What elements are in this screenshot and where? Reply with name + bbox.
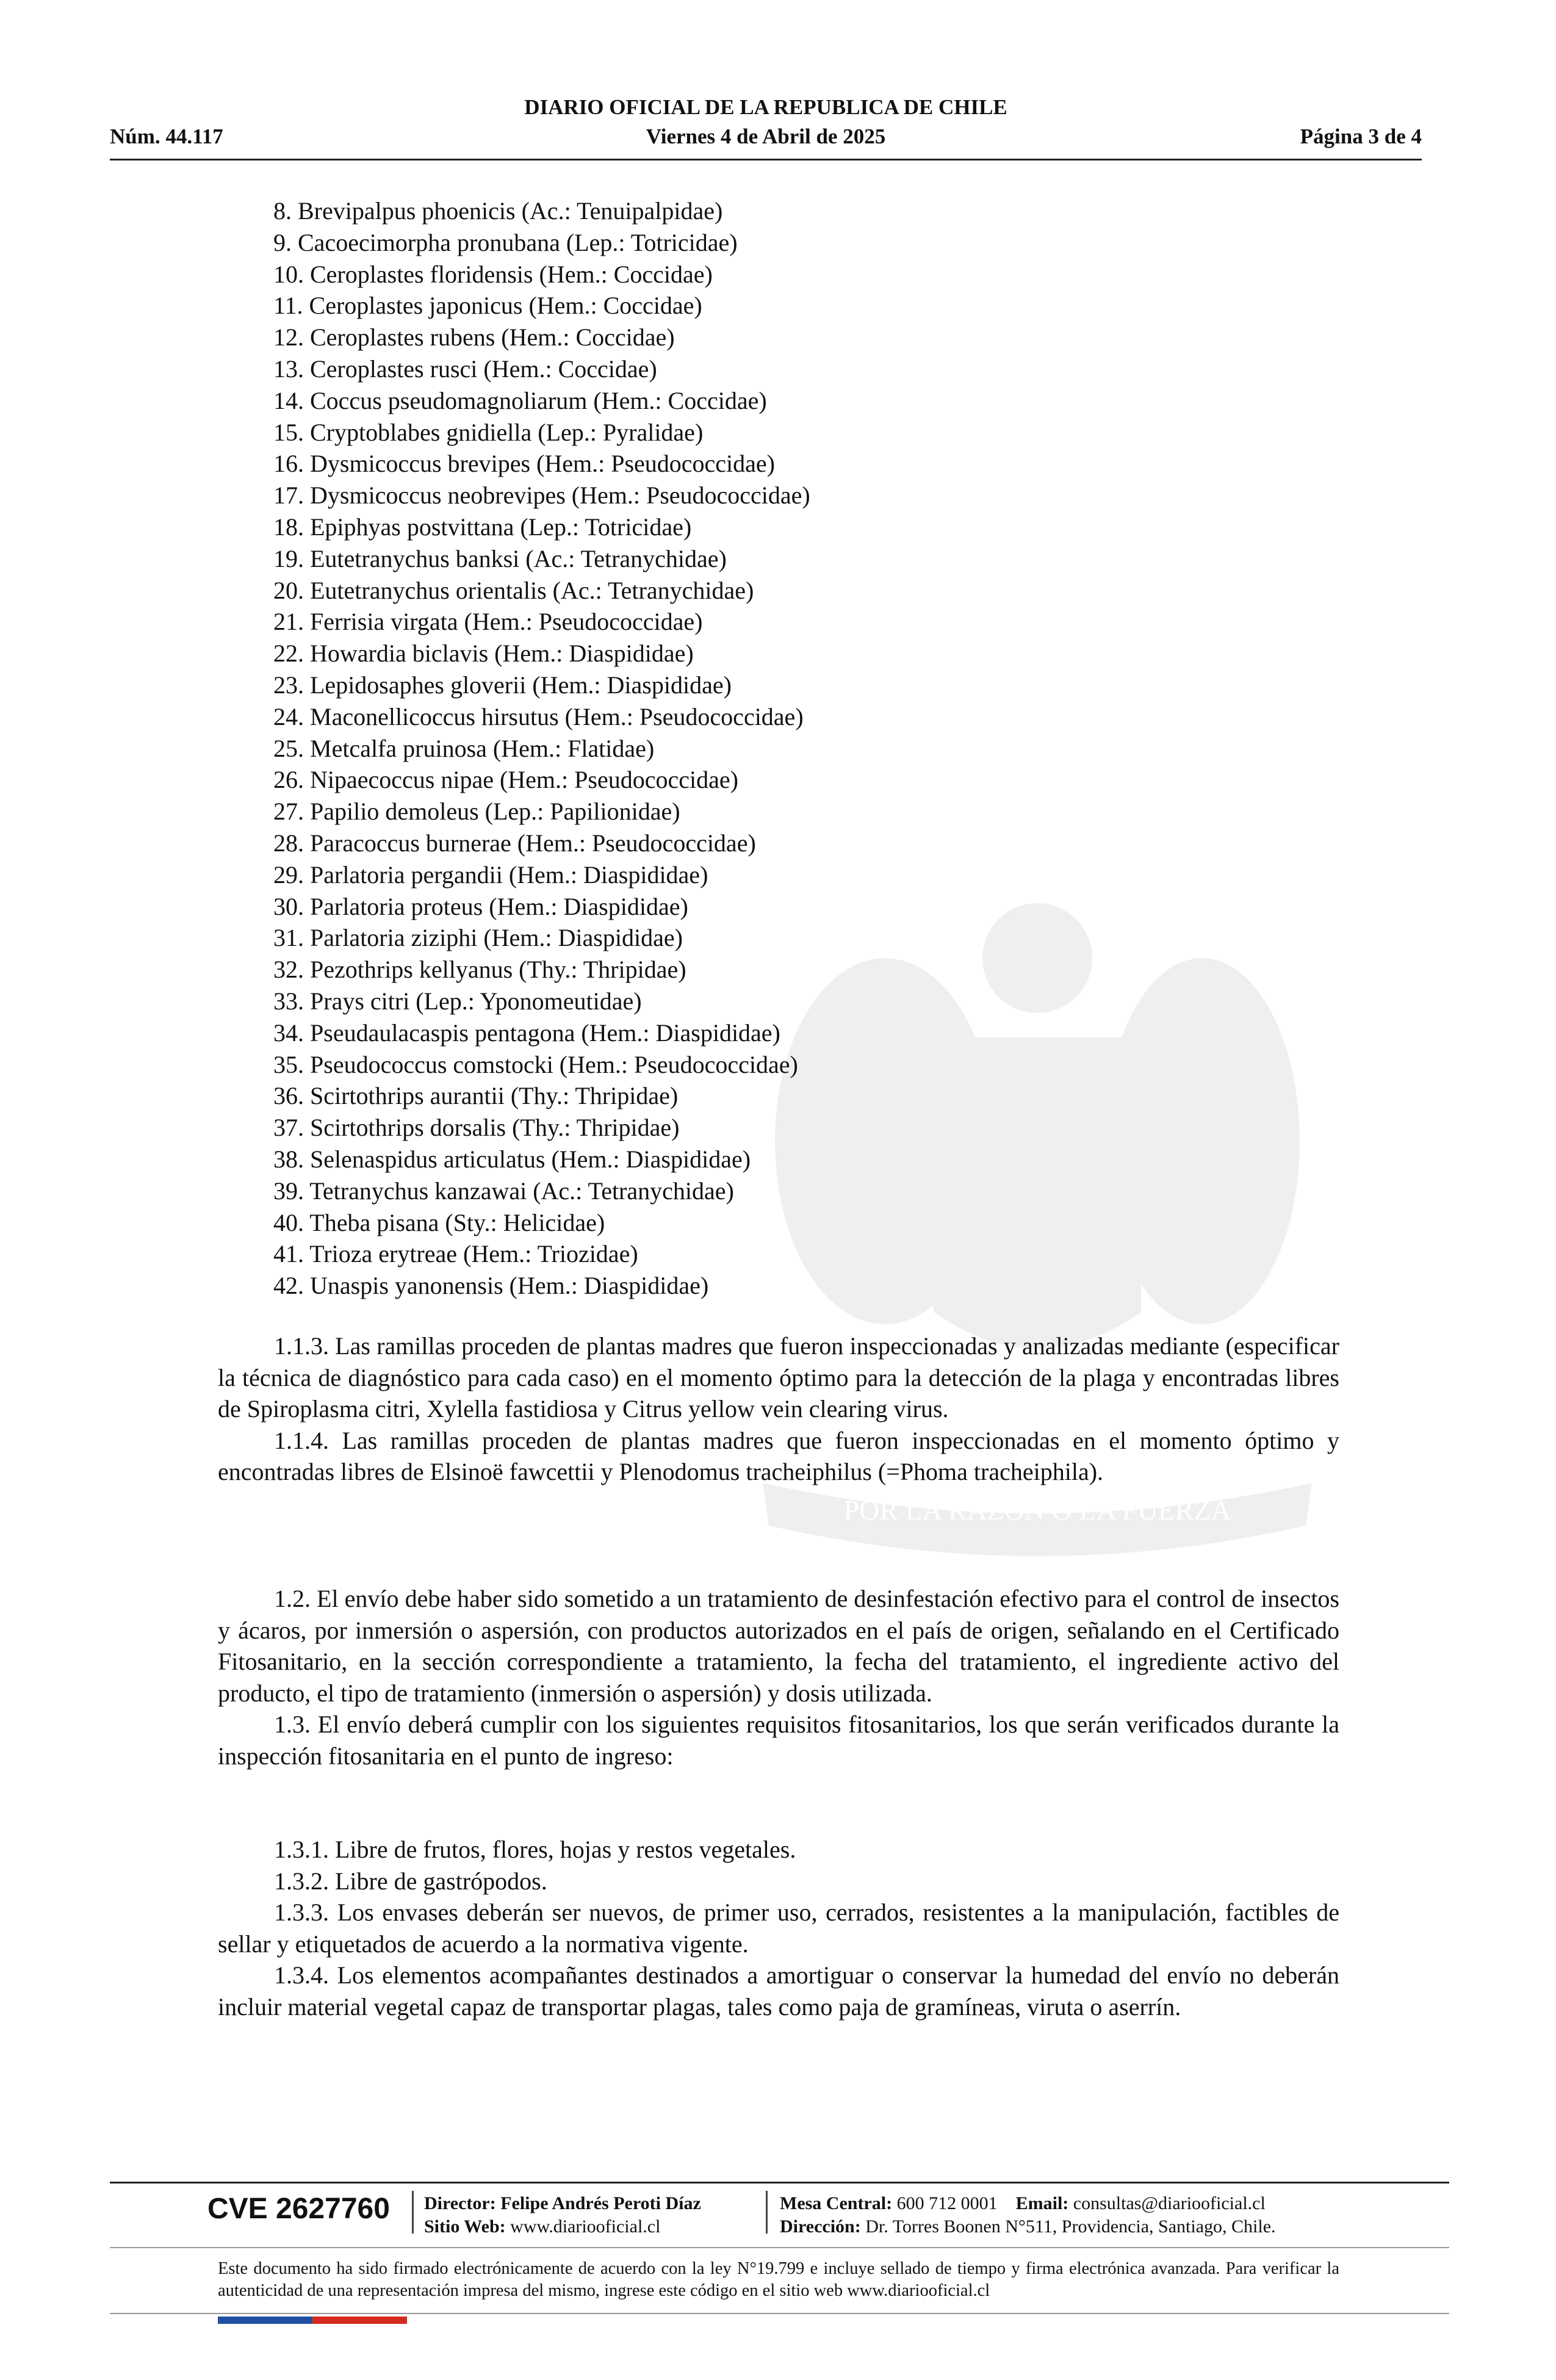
- page-number: Página 3 de 4: [1300, 124, 1422, 148]
- legal-notice: Este documento ha sido firmado electrónicamente de acuerdo con la ley N°19.799 e incluye sellado de tiempo y firma electrónica avanzada. Para verificar la autenticidad de una representación impresa del mismo, ingrese este código en el sitio web www.diariooficial.cl: [218, 2259, 1339, 2300]
- paragraph-1-1-3: 1.1.3. Las ramillas proceden de plantas madres que fueron inspeccionadas y analizadas mediante (especificar la técnica de diagnóstico para cada caso) en el momento óptimo para la detección de la plaga y encontradas libres de Spiroplasma citri, Xylella fastidiosa y Citrus yellow vein clearing virus.: [218, 1332, 1339, 1423]
- pest-list-item: 37. Scirtothrips dorsalis (Thy.: Thripidae): [273, 1114, 680, 1142]
- website-link[interactable]: www.diariooficial.cl: [510, 2216, 661, 2237]
- pest-list-item: 30. Parlatoria proteus (Hem.: Diaspididae): [273, 892, 688, 920]
- footer-separator: [766, 2191, 768, 2234]
- footer-director-block: [424, 2192, 701, 2238]
- paragraph-1-2: 1.2. El envío debe haber sido sometido a un tratamiento de desinfestación efectivo para el control de insectos y ácaros, por inmersión o aspersión, con productos autorizados en el país de origen, señalando en el Certificado Fitosanitario, en la sección correspondiente a tratamiento, la fecha del tratamiento, el ingrediente activo del producto, el tipo de tratamiento (inmersión o aspersión) y dosis utilizada.: [218, 1585, 1339, 1707]
- address-label: Dirección:: [780, 2216, 861, 2237]
- pest-list: [273, 195, 1372, 1302]
- pest-list-item: 42. Unaspis yanonensis (Hem.: Diaspididae): [273, 1272, 709, 1300]
- pest-list-item: 20. Eutetranychus orientalis (Ac.: Tetranychidae): [273, 576, 754, 604]
- flag-stripe-blue: [218, 2317, 312, 2324]
- pest-list-item: 17. Dysmicoccus neobrevipes (Hem.: Pseudococcidae): [273, 481, 810, 510]
- footer-bottom-rule: [110, 2313, 1449, 2314]
- cve-code: CVE 2627760: [207, 2193, 390, 2225]
- pest-list-item: 11. Ceroplastes japonicus (Hem.: Coccidae): [273, 292, 702, 320]
- pest-list-item: 33. Prays citri (Lep.: Yponomeutidae): [273, 987, 642, 1015]
- pest-list-item: 13. Ceroplastes rusci (Hem.: Coccidae): [273, 355, 657, 383]
- pest-list-item: 24. Maconellicoccus hirsutus (Hem.: Pseudococcidae): [273, 702, 804, 730]
- flag-stripe-red: [312, 2317, 407, 2324]
- pest-list-item: 9. Cacoecimorpha pronubana (Lep.: Totricidae): [273, 228, 738, 256]
- pest-list-item: 12. Ceroplastes rubens (Hem.: Coccidae): [273, 323, 675, 352]
- paragraph-1-3: 1.3. El envío deberá cumplir con los siguientes requisitos fitosanitarios, los que serán verificados durante la inspección fitosanitaria en el punto de ingreso:: [218, 1711, 1339, 1770]
- pest-list-item: 14. Coccus pseudomagnoliarum (Hem.: Coccidae): [273, 386, 767, 414]
- publication-title: DIARIO OFICIAL DE LA REPUBLICA DE CHILE: [524, 95, 1007, 119]
- pest-list-item: 25. Metcalfa pruinosa (Hem.: Flatidae): [273, 734, 655, 762]
- footer-separator: [412, 2191, 414, 2234]
- paragraph-1-3-1: 1.3.1. Libre de frutos, flores, hojas y restos vegetales.: [274, 1836, 796, 1863]
- footer-contact-block: [780, 2192, 1276, 2238]
- pest-list-item: 31. Parlatoria ziziphi (Hem.: Diaspididae): [273, 924, 683, 952]
- paragraph-1-3-2: 1.3.2. Libre de gastrópodos.: [274, 1867, 547, 1895]
- footer-top-rule: [110, 2182, 1449, 2183]
- section-1-2: [218, 1583, 1339, 1772]
- director-label: Director:: [424, 2193, 496, 2213]
- pest-list-item: 39. Tetranychus kanzawai (Ac.: Tetranychidae): [273, 1177, 734, 1205]
- pest-list-item: 27. Papilio demoleus (Lep.: Papilionidae): [273, 798, 680, 826]
- pest-list-item: 8. Brevipalpus phoenicis (Ac.: Tenuipalpidae): [273, 197, 723, 225]
- pest-list-item: 40. Theba pisana (Sty.: Helicidae): [273, 1208, 605, 1236]
- pest-list-item: 29. Parlatoria pergandii (Hem.: Diaspididae): [273, 860, 708, 889]
- pest-list-item: 36. Scirtothrips aurantii (Thy.: Thripidae): [273, 1082, 679, 1110]
- pest-list-item: 28. Paracoccus burnerae (Hem.: Pseudococcidae): [273, 829, 756, 857]
- issue-number: Núm. 44.117: [110, 124, 223, 148]
- footer-mid-rule: [110, 2247, 1449, 2248]
- page-header: [110, 94, 1422, 160]
- section-1-1: [218, 1330, 1339, 1488]
- mesa-label: Mesa Central:: [780, 2193, 893, 2213]
- pest-list-item: 10. Ceroplastes floridensis (Hem.: Coccidae): [273, 260, 713, 288]
- mesa-phone: 600 712 0001: [896, 2193, 998, 2213]
- paragraph-1-1-4: 1.1.4. Las ramillas proceden de plantas madres que fueron inspeccionadas en el momento óptimo y encontradas libres de Elsinoë fawcettii y Plenodomus tracheiphilus (=Phoma tracheiphila).: [218, 1426, 1339, 1485]
- paragraph-1-3-4: 1.3.4. Los elementos acompañantes destinados a amortiguar o conservar la humedad del envío no deberán incluir material vegetal capaz de transportar plagas, tales como paja de gramíneas, viruta o aserrín.: [218, 1961, 1339, 2021]
- pest-list-item: 34. Pseudaulacaspis pentagona (Hem.: Diaspididae): [273, 1019, 780, 1047]
- publication-date: Viernes 4 de Abril de 2025: [646, 124, 886, 148]
- address-value: Dr. Torres Boonen N°511, Providencia, Santiago, Chile.: [865, 2216, 1276, 2237]
- email-label: Email:: [1015, 2193, 1069, 2213]
- watermark-motto: POR LA RAZON O LA FUERZA: [843, 1495, 1231, 1526]
- pest-list-item: 22. Howardia biclavis (Hem.: Diaspididae): [273, 640, 694, 668]
- email-link[interactable]: consultas@diariooficial.cl: [1073, 2193, 1266, 2213]
- pest-list-item: 41. Trioza erytreae (Hem.: Triozidae): [273, 1240, 638, 1268]
- pest-list-item: 38. Selenaspidus articulatus (Hem.: Diaspididae): [273, 1145, 751, 1173]
- pest-list-item: 21. Ferrisia virgata (Hem.: Pseudococcidae): [273, 608, 703, 636]
- pest-list-item: 16. Dysmicoccus brevipes (Hem.: Pseudococcidae): [273, 450, 775, 478]
- pest-list-item: 35. Pseudococcus comstocki (Hem.: Pseudococcidae): [273, 1050, 798, 1078]
- pest-list-item: 19. Eutetranychus banksi (Ac.: Tetranychidae): [273, 544, 727, 572]
- pest-list-item: 26. Nipaecoccus nipae (Hem.: Pseudococcidae): [273, 766, 738, 794]
- website-label: Sitio Web:: [424, 2216, 506, 2237]
- paragraph-1-3-3: 1.3.3. Los envases deberán ser nuevos, de primer uso, cerrados, resistentes a la manipulación, factibles de sellar y etiquetados de acuerdo a la normativa vigente.: [218, 1899, 1339, 1958]
- director-name: Felipe Andrés Peroti Díaz: [500, 2193, 701, 2213]
- pest-list-item: 32. Pezothrips kellyanus (Thy.: Thripidae): [273, 956, 686, 984]
- pest-list-item: 15. Cryptoblabes gnidiella (Lep.: Pyralidae): [273, 418, 704, 446]
- pest-list-item: 18. Epiphyas postvittana (Lep.: Totricidae): [273, 513, 692, 541]
- section-1-3: [218, 1834, 1339, 2022]
- pest-list-item: 23. Lepidosaphes gloverii (Hem.: Diaspididae): [273, 671, 732, 699]
